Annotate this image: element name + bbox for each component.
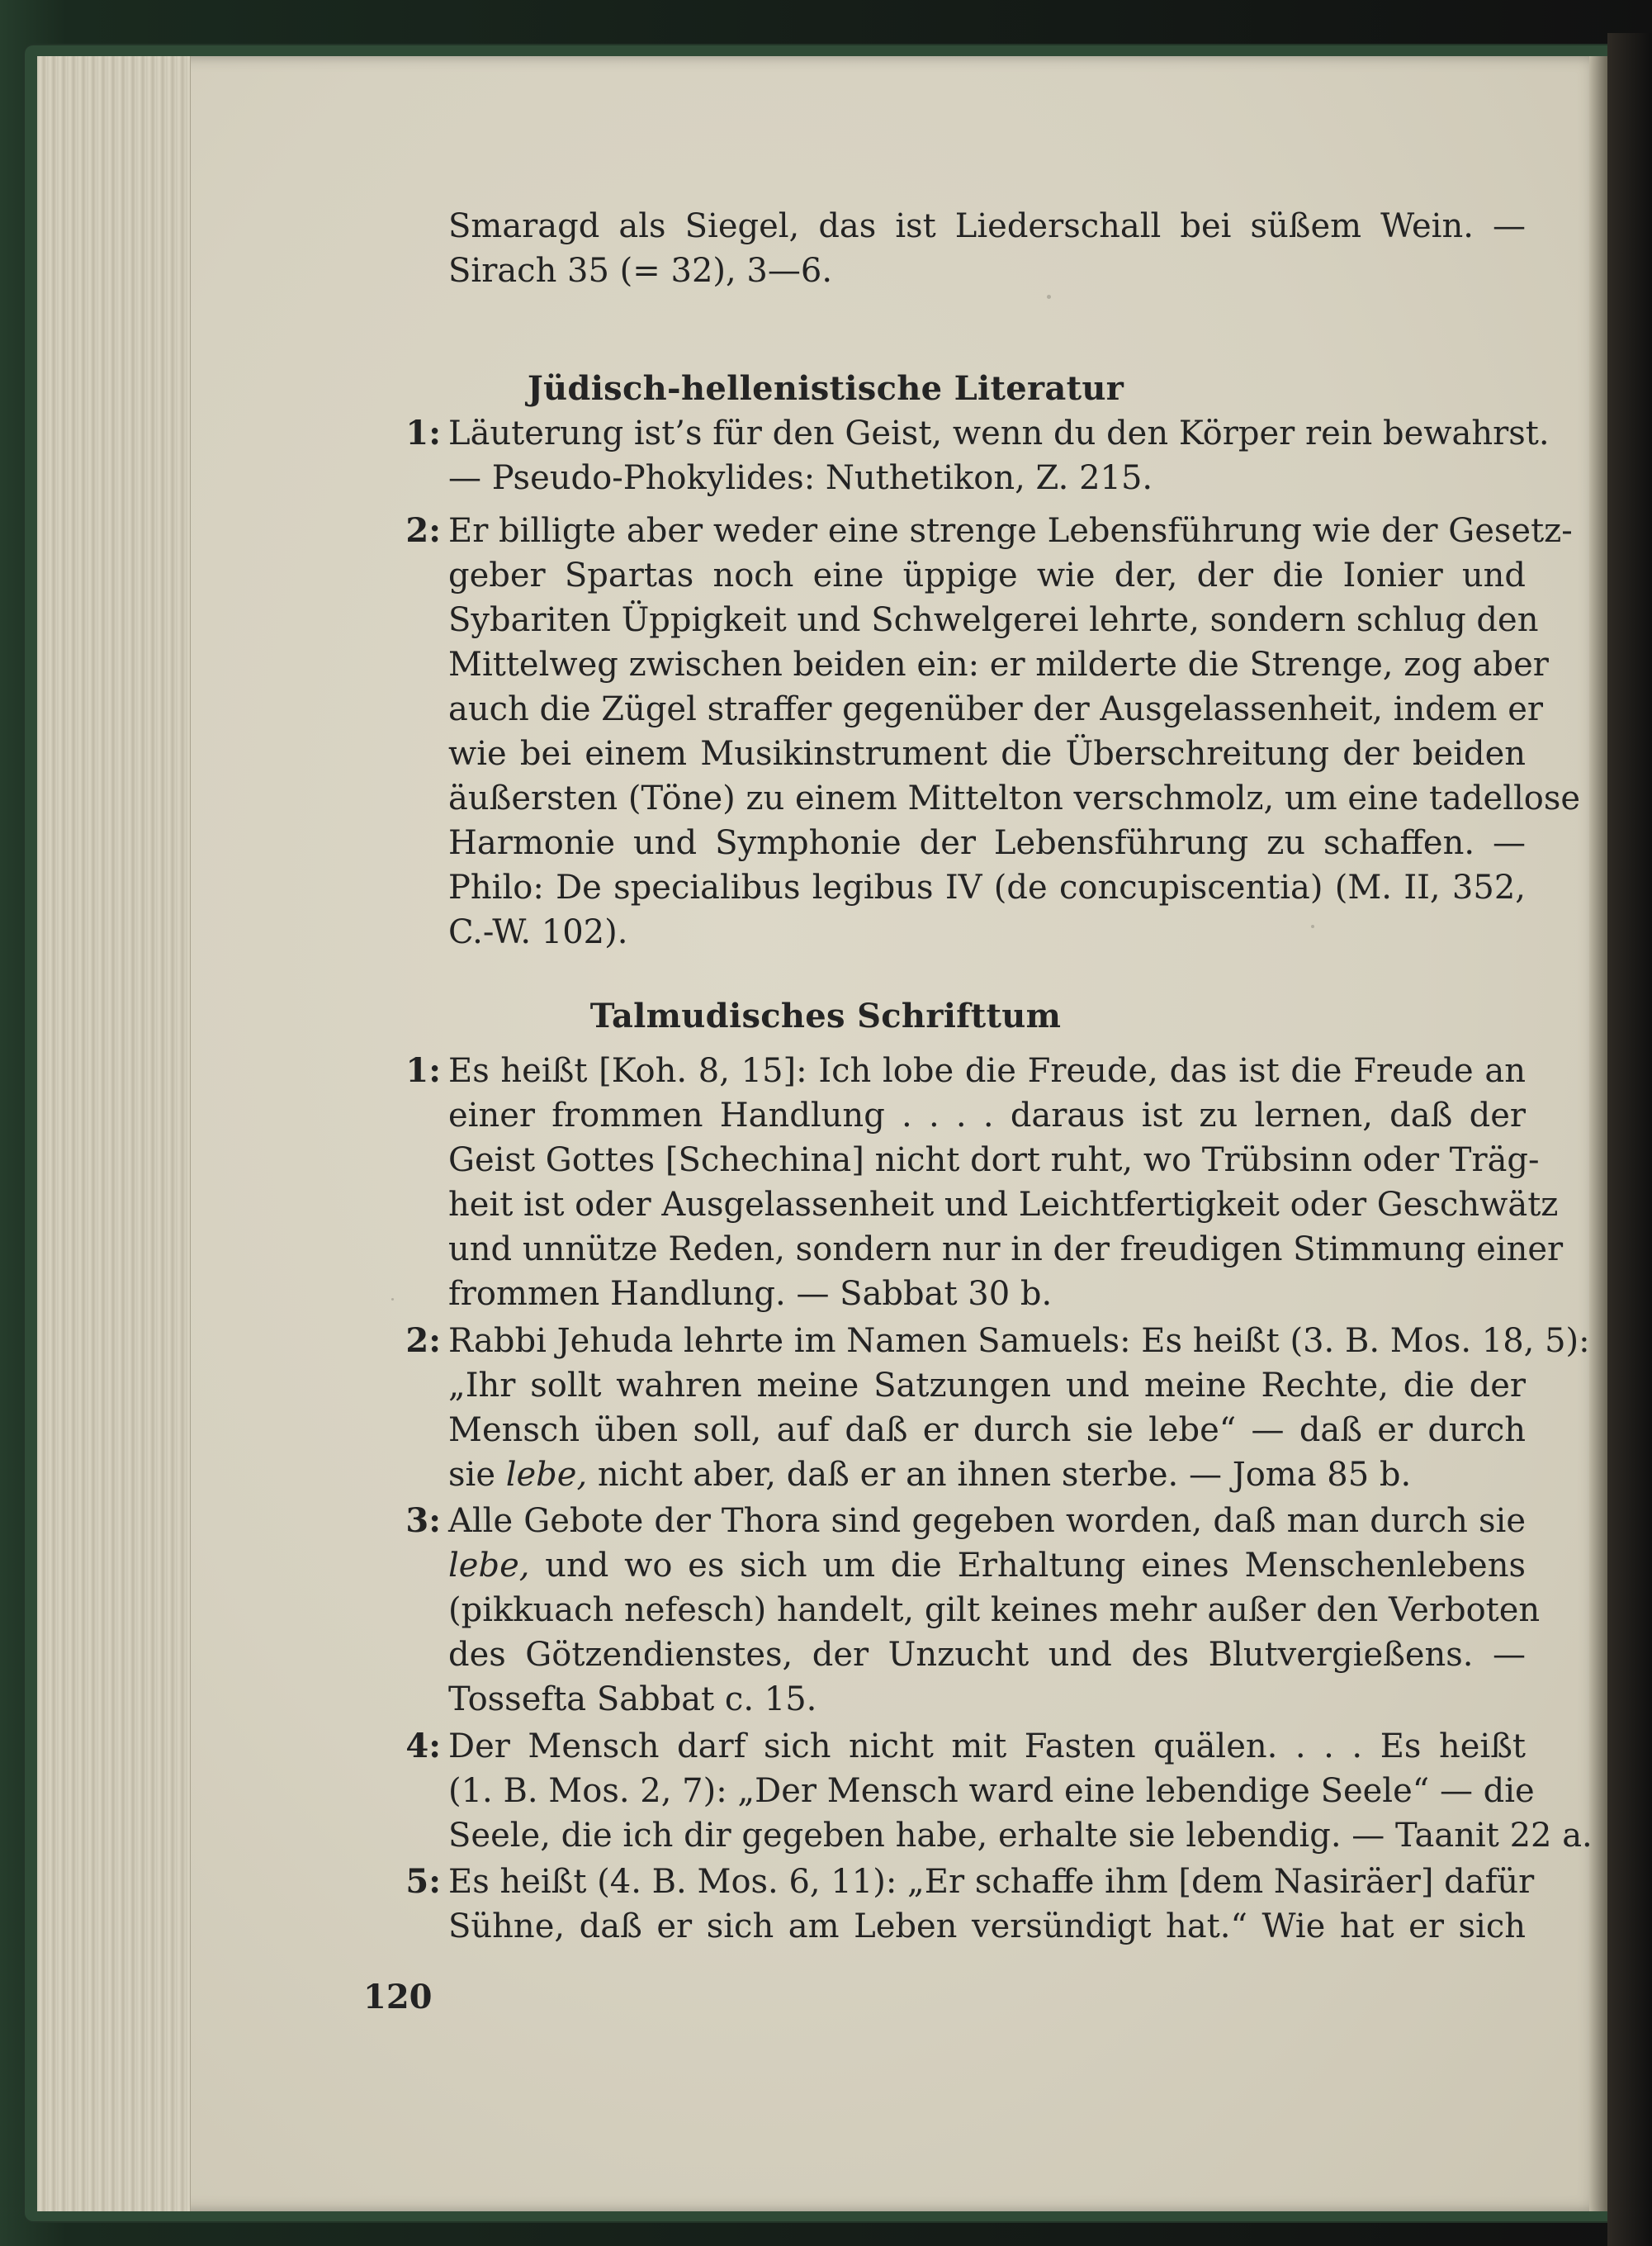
entry-number: 2: [405, 1321, 441, 1360]
entry-line: Harmonie und Symphonie der Lebensführung zu schaffen. — [448, 824, 1526, 862]
intro-line: Sirach 35 (= 32), 3—6. [448, 252, 833, 290]
entry-line: frommen Handlung. — Sabbat 30 b. [448, 1275, 1053, 1313]
entry-number: 2: [405, 511, 441, 550]
entry-line: Tossefta Sabbat c. 15. [448, 1680, 817, 1718]
section-heading-talmudic: Talmudisches Schrifttum [589, 997, 1062, 1035]
entry-line: Philo: De specialibus legibus IV (de concupiscentia) (M. II, 352, [448, 869, 1526, 907]
section-heading-jewish-hellenistic: Jüdisch-hellenistische Literatur [527, 369, 1124, 408]
entry-line: „Ihr sollt wahren meine Satzungen und meine Rechte, die der [448, 1367, 1526, 1405]
entry-line [448, 1452, 1526, 1497]
intro-line: Smaragd als Siegel, das ist Liederschall bei süßem Wein. — [448, 207, 1526, 245]
entry-line: — Pseudo-Phokylides: Nuthetikon, Z. 215. [448, 459, 1153, 497]
entry-line: geber Spartas noch eine üppige wie der, der die Ionier und [448, 557, 1526, 595]
entry-line: wie bei einem Musikinstrument die Überschreitung der beiden [448, 735, 1526, 773]
entry-line: Mittelweg zwischen beiden ein: er milderte die Strenge, zog aber [448, 646, 1549, 684]
entry-line: auch die Zügel straffer gegenüber der Ausgelassenheit, indem er [448, 690, 1543, 728]
entry-line [448, 1543, 1526, 1588]
entry-line: Seele, die ich dir gegeben habe, erhalte sie lebendig. — Taanit 22 a. [448, 1817, 1593, 1855]
entry-line: Mensch üben soll, auf daß er durch sie lebe“ — daß er durch [448, 1411, 1526, 1449]
entry-number: 1: [405, 1051, 441, 1090]
text-run: nicht aber, daß er an ihnen sterbe. — Joma 85 b. [587, 1456, 1412, 1494]
entry-line: Geist Gottes [Schechina] nicht dort ruht, wo Trübsinn oder Träg- [448, 1141, 1540, 1179]
entry-line: und unnütze Reden, sondern nur in der freudigen Stimmung einer [448, 1230, 1564, 1268]
entry-line: Läuterung ist’s für den Geist, wenn du den Körper rein bewahrst. [448, 415, 1550, 453]
page-number: 120 [363, 1978, 433, 2016]
entry-line: des Götzendienstes, der Unzucht und des Blutvergießens. — [448, 1636, 1526, 1674]
entry-line: (1. B. Mos. 2, 7): „Der Mensch ward eine lebendige Seele“ — die [448, 1772, 1535, 1810]
entry-line: Alle Gebote der Thora sind gegeben worden, daß man durch sie [448, 1502, 1526, 1540]
entry-line: Sühne, daß er sich am Leben versündigt hat.“ Wie hat er sich [448, 1907, 1526, 1945]
entry-line: C.-W. 102). [448, 913, 628, 951]
entry-line: Rabbi Jehuda lehrte im Namen Samuels: Es heißt (3. B. Mos. 18, 5): [448, 1322, 1590, 1360]
text-run: sie [448, 1456, 506, 1494]
entry-line: äußersten (Töne) zu einem Mittelton verschmolz, um eine tadellose [448, 779, 1581, 817]
entry-line: Es heißt [Koh. 8, 15]: Ich lobe die Freude, das ist die Freude an [448, 1052, 1526, 1090]
entry-number: 5: [405, 1862, 441, 1901]
entry-number: 4: [405, 1727, 441, 1765]
entry-line: (pikkuach nefesch) handelt, gilt keines mehr außer den Verboten [448, 1591, 1541, 1629]
entry-line: Es heißt (4. B. Mos. 6, 11): „Er schaffe ihm [dem Nasiräer] dafür [448, 1863, 1535, 1901]
entry-line: Er billigte aber weder eine strenge Lebensführung wie der Gesetz- [448, 512, 1573, 550]
entry-number: 1: [405, 414, 441, 453]
entry-number: 3: [405, 1501, 441, 1540]
entry-line: Sybariten Üppigkeit und Schwelgerei lehrte, sondern schlug den [448, 601, 1539, 639]
entry-line: heit ist oder Ausgelassenheit und Leichtfertigkeit oder Geschwätz [448, 1186, 1559, 1224]
emphasis-text: lebe, [505, 1456, 588, 1494]
text-run: und wo es sich um die Erhaltung eines Menschenlebens [529, 1547, 1526, 1585]
emphasis-text: lebe, [448, 1547, 530, 1585]
entry-line: Der Mensch darf sich nicht mit Fasten quälen. . . . Es heißt [448, 1727, 1526, 1765]
entry-line: einer frommen Handlung . . . . daraus ist zu lernen, daß der [448, 1097, 1526, 1135]
